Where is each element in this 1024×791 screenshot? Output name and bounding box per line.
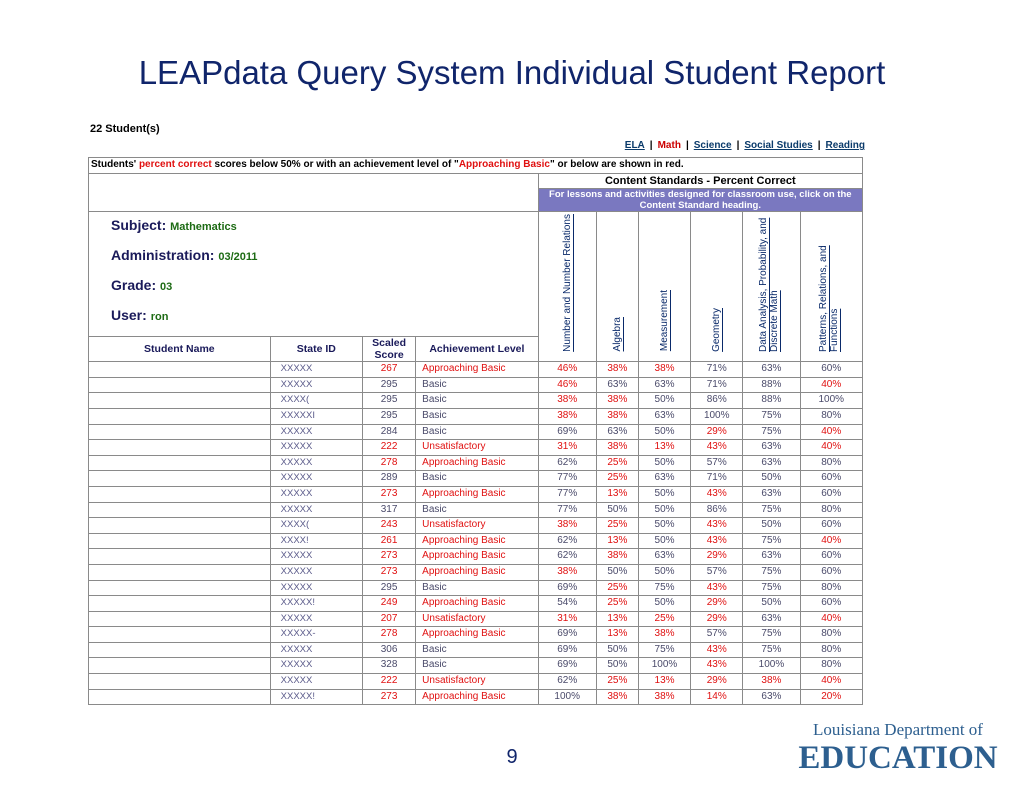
percent-correct-cell: 60% [800, 486, 862, 502]
scaled-score-cell: 249 [362, 596, 415, 612]
student-name-cell [89, 486, 271, 502]
administration-label: Administration: [111, 247, 215, 264]
student-name-cell [89, 658, 271, 674]
state-id-cell: XXXXX [270, 424, 362, 440]
table-row[interactable] [89, 627, 863, 643]
percent-correct-cell: 100% [691, 408, 743, 424]
percent-correct-cell: 43% [691, 486, 743, 502]
percent-correct-cell: 38% [538, 518, 596, 534]
percent-correct-cell: 77% [538, 486, 596, 502]
student-count: 22 Student(s) [90, 123, 160, 135]
achievement-level-cell: Basic [416, 471, 538, 487]
standard-header-cell [691, 212, 743, 362]
percent-correct-cell: 80% [800, 642, 862, 658]
subject-nav [520, 140, 865, 151]
percent-correct-cell: 69% [538, 580, 596, 596]
table-row[interactable] [89, 440, 863, 456]
percent-correct-cell: 50% [638, 596, 690, 612]
percent-correct-cell: 38% [638, 362, 690, 378]
percent-correct-cell: 63% [638, 408, 690, 424]
note-text: " or below are shown in red. [549, 159, 684, 170]
student-report-table [88, 157, 863, 705]
percent-correct-cell: 50% [596, 658, 638, 674]
content-standards-description: For lessons and activities designed for classroom use, click on the Content Standard heading. [538, 189, 862, 212]
percent-correct-cell: 40% [800, 440, 862, 456]
user-line [111, 306, 538, 326]
scaled-score-cell: 306 [362, 642, 415, 658]
state-id-cell: XXXXXI [270, 408, 362, 424]
percent-correct-cell: 63% [638, 377, 690, 393]
table-row[interactable] [89, 689, 863, 705]
percent-correct-cell: 100% [538, 689, 596, 705]
percent-correct-cell: 63% [743, 440, 800, 456]
percent-correct-cell: 63% [743, 486, 800, 502]
percent-correct-cell: 69% [538, 658, 596, 674]
percent-correct-cell: 38% [596, 440, 638, 456]
percent-correct-cell: 25% [596, 455, 638, 471]
percent-correct-cell: 43% [691, 642, 743, 658]
state-id-cell: XXXXX [270, 658, 362, 674]
percent-correct-cell: 100% [638, 658, 690, 674]
standard-data-analysis-link[interactable]: Data Analysis, Probability, and Discrete Math [758, 217, 781, 352]
percent-correct-cell: 60% [800, 471, 862, 487]
percent-correct-cell: 25% [596, 674, 638, 690]
column-header-student-name[interactable]: Student Name [89, 337, 271, 362]
nav-separator: | [649, 140, 653, 151]
percent-correct-cell: 38% [638, 689, 690, 705]
percent-correct-cell: 71% [691, 362, 743, 378]
state-id-cell: XXXX( [270, 518, 362, 534]
achievement-level-cell: Unsatisfactory [416, 674, 538, 690]
percent-correct-cell: 38% [538, 564, 596, 580]
percent-correct-cell: 75% [638, 580, 690, 596]
percent-correct-cell: 29% [691, 549, 743, 565]
standard-header-cell [538, 212, 596, 362]
grade-line [111, 276, 538, 296]
achievement-level-cell: Basic [416, 377, 538, 393]
table-row[interactable] [89, 533, 863, 549]
student-name-cell [89, 627, 271, 643]
percent-correct-cell: 50% [638, 486, 690, 502]
percent-correct-cell: 25% [596, 471, 638, 487]
percent-correct-cell: 40% [800, 611, 862, 627]
percent-correct-cell: 63% [743, 362, 800, 378]
percent-correct-cell: 63% [743, 611, 800, 627]
student-name-cell [89, 393, 271, 409]
percent-correct-cell: 60% [800, 564, 862, 580]
percent-correct-cell: 62% [538, 455, 596, 471]
achievement-level-cell: Approaching Basic [416, 362, 538, 378]
percent-correct-cell: 57% [691, 627, 743, 643]
percent-correct-cell: 62% [538, 533, 596, 549]
percent-correct-cell: 38% [638, 627, 690, 643]
achievement-level-cell: Approaching Basic [416, 455, 538, 471]
percent-correct-cell: 29% [691, 424, 743, 440]
achievement-level-cell: Approaching Basic [416, 533, 538, 549]
scaled-score-cell: 278 [362, 627, 415, 643]
student-name-cell [89, 689, 271, 705]
scaled-score-cell: 295 [362, 377, 415, 393]
state-id-cell: XXXXX [270, 455, 362, 471]
page-number: 9 [506, 746, 518, 768]
percent-correct-cell: 43% [691, 658, 743, 674]
achievement-level-cell: Approaching Basic [416, 549, 538, 565]
scaled-score-cell: 284 [362, 424, 415, 440]
student-name-cell [89, 502, 271, 518]
percent-correct-cell: 50% [743, 518, 800, 534]
percent-correct-cell: 75% [638, 642, 690, 658]
achievement-level-cell: Basic [416, 580, 538, 596]
administration-value: 03/2011 [218, 251, 258, 264]
state-id-cell: XXXXX [270, 549, 362, 565]
percent-correct-cell: 100% [800, 393, 862, 409]
percent-correct-cell: 69% [538, 642, 596, 658]
percent-correct-cell: 60% [800, 362, 862, 378]
scaled-score-cell: 243 [362, 518, 415, 534]
scaled-score-cell: 222 [362, 674, 415, 690]
percent-correct-cell: 63% [638, 549, 690, 565]
nav-social-studies-link[interactable]: Social Studies [744, 140, 813, 151]
percent-correct-cell: 31% [538, 611, 596, 627]
percent-correct-cell: 13% [638, 440, 690, 456]
percent-correct-cell: 13% [596, 533, 638, 549]
note-highlight: percent correct [138, 159, 212, 170]
table-row[interactable] [89, 658, 863, 674]
percent-correct-cell: 38% [596, 689, 638, 705]
percent-correct-cell: 50% [638, 455, 690, 471]
student-name-cell [89, 518, 271, 534]
table-row[interactable] [89, 596, 863, 612]
standard-geometry-link[interactable]: Geometry [711, 307, 723, 352]
state-id-cell: XXXXX [270, 362, 362, 378]
achievement-level-cell: Basic [416, 408, 538, 424]
student-name-cell [89, 674, 271, 690]
student-name-cell [89, 440, 271, 456]
percent-correct-cell: 77% [538, 471, 596, 487]
percent-correct-cell: 80% [800, 580, 862, 596]
content-standards-header: Content Standards - Percent Correct [538, 173, 862, 189]
table-row[interactable] [89, 408, 863, 424]
scaled-score-cell: 289 [362, 471, 415, 487]
percent-correct-cell: 46% [538, 362, 596, 378]
scaled-score-cell: 278 [362, 455, 415, 471]
table-row[interactable] [89, 455, 863, 471]
scaled-score-cell: 273 [362, 549, 415, 565]
percent-correct-cell: 86% [691, 502, 743, 518]
percent-correct-cell: 63% [743, 549, 800, 565]
scaled-score-cell: 222 [362, 440, 415, 456]
percent-correct-cell: 50% [638, 533, 690, 549]
state-id-cell: XXXXX! [270, 596, 362, 612]
subject-line [111, 216, 538, 236]
report-info-block [89, 212, 539, 337]
percent-correct-cell: 38% [596, 549, 638, 565]
scaled-score-cell: 273 [362, 689, 415, 705]
nav-separator: | [817, 140, 821, 151]
percent-correct-cell: 43% [691, 580, 743, 596]
table-row[interactable] [89, 549, 863, 565]
achievement-level-cell: Basic [416, 502, 538, 518]
percent-correct-cell: 50% [638, 564, 690, 580]
scaled-score-cell: 295 [362, 393, 415, 409]
table-row[interactable] [89, 674, 863, 690]
standard-header-cell [800, 212, 862, 362]
achievement-level-cell: Basic [416, 424, 538, 440]
percent-correct-cell: 75% [743, 408, 800, 424]
student-name-cell [89, 362, 271, 378]
note-highlight: Approaching Basic [458, 159, 550, 170]
percent-correct-cell: 88% [743, 377, 800, 393]
user-value: ron [150, 311, 169, 324]
achievement-level-cell: Approaching Basic [416, 627, 538, 643]
state-id-cell: XXXXX [270, 486, 362, 502]
percent-correct-cell: 31% [538, 440, 596, 456]
achievement-level-cell: Unsatisfactory [416, 611, 538, 627]
percent-correct-cell: 80% [800, 627, 862, 643]
student-name-cell [89, 455, 271, 471]
percent-correct-cell: 60% [800, 596, 862, 612]
percent-correct-cell: 63% [596, 424, 638, 440]
percent-correct-cell: 63% [743, 455, 800, 471]
nav-separator: | [685, 140, 689, 151]
user-label: User: [111, 307, 147, 324]
louisiana-education-logo [798, 720, 998, 776]
nav-reading-link[interactable]: Reading [825, 140, 865, 151]
student-name-cell [89, 377, 271, 393]
note-text: scores below 50% or with an achievement level of " [211, 159, 459, 170]
table-row[interactable] [89, 362, 863, 378]
student-name-cell [89, 580, 271, 596]
percent-correct-cell: 50% [596, 564, 638, 580]
achievement-level-cell: Basic [416, 642, 538, 658]
standard-algebra-link[interactable]: Algebra [611, 317, 623, 352]
percent-correct-cell: 69% [538, 627, 596, 643]
percent-correct-cell: 38% [743, 674, 800, 690]
percent-correct-cell: 25% [596, 596, 638, 612]
percent-correct-cell: 46% [538, 377, 596, 393]
column-header-state-id[interactable]: State ID [270, 337, 362, 362]
percent-correct-cell: 38% [596, 408, 638, 424]
table-row[interactable] [89, 486, 863, 502]
percent-correct-cell: 86% [691, 393, 743, 409]
percent-correct-cell: 62% [538, 549, 596, 565]
percent-correct-cell: 77% [538, 502, 596, 518]
percent-correct-cell: 43% [691, 533, 743, 549]
nav-math-link[interactable]: Math [657, 140, 681, 151]
percent-correct-cell: 43% [691, 518, 743, 534]
table-row[interactable] [89, 611, 863, 627]
note-text: Students' [91, 159, 139, 170]
column-header-achievement-level[interactable]: Achievement Level [416, 337, 538, 362]
percent-correct-cell: 75% [743, 424, 800, 440]
percent-correct-cell: 50% [743, 596, 800, 612]
student-name-cell [89, 424, 271, 440]
percent-correct-cell: 38% [596, 362, 638, 378]
percent-correct-cell: 13% [638, 674, 690, 690]
scaled-score-cell: 207 [362, 611, 415, 627]
percent-correct-cell: 100% [743, 658, 800, 674]
standard-measurement-link[interactable]: Measurement [659, 290, 671, 352]
percent-correct-cell: 43% [691, 440, 743, 456]
percent-correct-cell: 71% [691, 377, 743, 393]
percent-correct-cell: 38% [538, 393, 596, 409]
percent-correct-cell: 40% [800, 533, 862, 549]
scaled-score-cell: 273 [362, 564, 415, 580]
administration-line [111, 246, 538, 266]
percent-correct-cell: 25% [596, 580, 638, 596]
state-id-cell: XXXXX [270, 471, 362, 487]
percent-correct-cell: 63% [596, 377, 638, 393]
percent-correct-cell: 14% [691, 689, 743, 705]
student-name-cell [89, 549, 271, 565]
standard-header-cell [596, 212, 638, 362]
percent-correct-cell: 63% [743, 689, 800, 705]
percent-correct-cell: 80% [800, 408, 862, 424]
scaled-score-cell: 261 [362, 533, 415, 549]
percent-correct-cell: 29% [691, 611, 743, 627]
subject-label: Subject: [111, 217, 167, 234]
standard-header-cell [743, 212, 800, 362]
student-name-cell [89, 596, 271, 612]
table-row[interactable] [89, 393, 863, 409]
achievement-level-cell: Approaching Basic [416, 486, 538, 502]
state-id-cell: XXXXX [270, 642, 362, 658]
table-row[interactable] [89, 642, 863, 658]
achievement-level-cell: Unsatisfactory [416, 518, 538, 534]
percent-correct-cell: 50% [638, 393, 690, 409]
state-id-cell: XXXXX! [270, 689, 362, 705]
percent-correct-cell: 25% [638, 611, 690, 627]
percent-correct-cell: 29% [691, 596, 743, 612]
percent-correct-cell: 69% [538, 424, 596, 440]
student-name-cell [89, 471, 271, 487]
standard-header-cell [638, 212, 690, 362]
standard-patterns-link[interactable]: Patterns, Relations, and Functions [818, 244, 841, 352]
header-blank-cell [89, 173, 539, 212]
percent-correct-cell: 50% [638, 502, 690, 518]
student-name-cell [89, 564, 271, 580]
scaled-score-cell: 295 [362, 580, 415, 596]
percent-correct-cell: 75% [743, 627, 800, 643]
logo-line-1: Louisiana Department of [813, 720, 983, 739]
percent-correct-cell: 75% [743, 533, 800, 549]
percent-correct-cell: 38% [538, 408, 596, 424]
percent-correct-cell: 13% [596, 486, 638, 502]
state-id-cell: XXXXX [270, 611, 362, 627]
percent-correct-cell: 60% [800, 549, 862, 565]
standard-number-relations-link[interactable]: Number and Number Relations [561, 213, 573, 352]
state-id-cell: XXXXX [270, 440, 362, 456]
slide-title: LEAPdata Query System Individual Student Report [138, 54, 886, 91]
percent-correct-cell: 57% [691, 455, 743, 471]
scaled-score-cell: 273 [362, 486, 415, 502]
state-id-cell: XXXXX [270, 502, 362, 518]
percent-correct-cell: 13% [596, 611, 638, 627]
percent-correct-cell: 75% [743, 564, 800, 580]
state-id-cell: XXXXX [270, 564, 362, 580]
table-row[interactable] [89, 580, 863, 596]
student-name-cell [89, 642, 271, 658]
table-row[interactable] [89, 564, 863, 580]
nav-ela-link[interactable]: ELA [624, 140, 645, 151]
table-row[interactable] [89, 377, 863, 393]
percent-correct-cell: 50% [638, 518, 690, 534]
nav-separator: | [736, 140, 740, 151]
state-id-cell: XXXXX [270, 580, 362, 596]
percent-correct-cell: 88% [743, 393, 800, 409]
percent-correct-cell: 38% [596, 393, 638, 409]
percent-correct-cell: 40% [800, 377, 862, 393]
percent-correct-cell: 50% [743, 471, 800, 487]
achievement-level-cell: Basic [416, 393, 538, 409]
percent-correct-cell: 20% [800, 689, 862, 705]
state-id-cell: XXXXX- [270, 627, 362, 643]
percent-correct-cell: 75% [743, 580, 800, 596]
state-id-cell: XXXX( [270, 393, 362, 409]
state-id-cell: XXXXX [270, 674, 362, 690]
percent-correct-cell: 75% [743, 642, 800, 658]
student-name-cell [89, 611, 271, 627]
percent-correct-cell: 54% [538, 596, 596, 612]
percent-correct-cell: 50% [596, 642, 638, 658]
scaled-score-cell: 267 [362, 362, 415, 378]
state-id-cell: XXXX! [270, 533, 362, 549]
percent-correct-cell: 50% [638, 424, 690, 440]
table-row[interactable] [89, 502, 863, 518]
report-note [89, 158, 863, 174]
column-header-scaled-score[interactable]: Scaled Score [362, 337, 415, 362]
percent-correct-cell: 40% [800, 424, 862, 440]
student-name-cell [89, 408, 271, 424]
achievement-level-cell: Approaching Basic [416, 689, 538, 705]
percent-correct-cell: 75% [743, 502, 800, 518]
percent-correct-cell: 71% [691, 471, 743, 487]
percent-correct-cell: 13% [596, 627, 638, 643]
grade-label: Grade: [111, 277, 157, 294]
state-id-cell: XXXXX [270, 377, 362, 393]
achievement-level-cell: Unsatisfactory [416, 440, 538, 456]
percent-correct-cell: 62% [538, 674, 596, 690]
achievement-level-cell: Approaching Basic [416, 596, 538, 612]
subject-value: Mathematics [170, 221, 237, 234]
scaled-score-cell: 295 [362, 408, 415, 424]
percent-correct-cell: 57% [691, 564, 743, 580]
percent-correct-cell: 60% [800, 518, 862, 534]
nav-science-link[interactable]: Science [693, 140, 732, 151]
percent-correct-cell: 40% [800, 674, 862, 690]
student-name-cell [89, 533, 271, 549]
scaled-score-cell: 328 [362, 658, 415, 674]
table-row[interactable] [89, 471, 863, 487]
grade-value: 03 [160, 281, 173, 294]
percent-correct-cell: 80% [800, 502, 862, 518]
achievement-level-cell: Basic [416, 658, 538, 674]
scaled-score-cell: 317 [362, 502, 415, 518]
percent-correct-cell: 25% [596, 518, 638, 534]
percent-correct-cell: 80% [800, 658, 862, 674]
percent-correct-cell: 80% [800, 455, 862, 471]
achievement-level-cell: Approaching Basic [416, 564, 538, 580]
table-row[interactable] [89, 518, 863, 534]
table-row[interactable] [89, 424, 863, 440]
percent-correct-cell: 63% [638, 471, 690, 487]
percent-correct-cell: 29% [691, 674, 743, 690]
percent-correct-cell: 50% [596, 502, 638, 518]
logo-line-2: EDUCATION [798, 740, 998, 776]
